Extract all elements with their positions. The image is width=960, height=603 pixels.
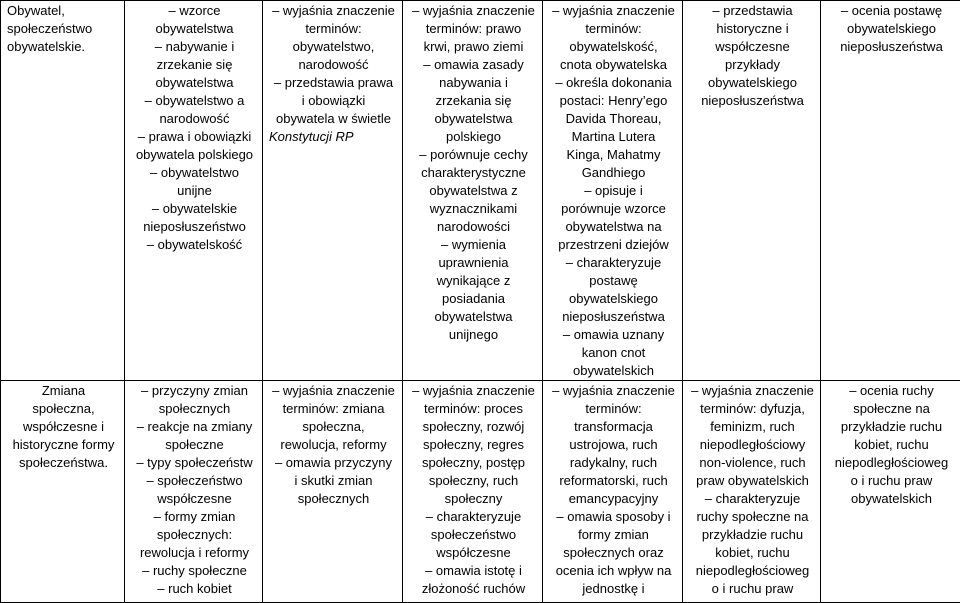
level6-cell: – ocenia postawę obywatelskiego nieposłuszeństwa	[821, 1, 960, 381]
content-cell: – przyczyny zmian społecznych – reakcje na zmiany społeczne – typy społeczeństw – społeczeństwo współczesne – formy zmian społecznych: rewolucja i reformy – ruchy społeczne – ruch kobiet	[125, 381, 263, 603]
level5-cell: – wyjaśnia znaczenie terminów: dyfuzja, feminizm, ruch niepodległościowy non-violence, ruch praw obywatelskich – charakteryzuje ruchy społeczne na przykładzie ruchu kobiet, ruchu niepodległościoweg o i ruchu praw	[683, 381, 821, 603]
table-row	[1, 381, 960, 603]
content-cell: – wzorce obywatelstwa – nabywanie i zrzekanie się obywatelstwa – obywatelstwo a narodowość – prawa i obowiązki obywatela polskiego – obywatelstwo unijne – obywatelskie nieposłuszeństwo – obywatelskość	[125, 1, 263, 381]
level2-cell: – wyjaśnia znaczenie terminów: obywatelstwo, narodowość – przedstawia prawa i obowiązki obywatela w świetle Konstytucji RP	[263, 1, 403, 381]
topic-cell: Obywatel, społeczeństwo obywatelskie.	[1, 1, 125, 381]
level6-cell: – ocenia ruchy społeczne na przykładzie ruchu kobiet, ruchu niepodległościoweg o i ruchu praw obywatelskich	[821, 381, 960, 603]
topic-cell: Zmiana społeczna, współczesne i historyczne formy społeczeństwa.	[1, 381, 125, 603]
table-row	[1, 1, 960, 381]
italic-text: Konstytucji RP	[269, 128, 398, 146]
level4-cell: – wyjaśnia znaczenie terminów: obywatelskość, cnota obywatelska – określa dokonania postaci: Henry’ego Davida Thoreau, Martina Lutera Kinga, Mahatmy Gandhiego – opisuje i porównuje wzorce obywatelstwa na przestrzeni dziejów – charakteryzuje postawę obywatelskiego nieposłuszeństwa – omawia uznany kanon cnot obywatelskich	[543, 1, 683, 381]
level3-cell: – wyjaśnia znaczenie terminów: prawo krwi, prawo ziemi – omawia zasady nabywania i zrzekania się obywatelstwa polskiego – porównuje cechy charakterystyczne obywatelstwa z wyznacznikami narodowości – wymienia uprawnienia wynikające z posiadania obywatelstwa unijnego	[403, 1, 543, 381]
level3-cell: – wyjaśnia znaczenie terminów: proces społeczny, rozwój społeczny, regres społeczny, postęp społeczny, ruch społeczny – charakteryzuje społeczeństwo współczesne – omawia istotę i złożoność ruchów	[403, 381, 543, 603]
level2-cell: – wyjaśnia znaczenie terminów: zmiana społeczna, rewolucja, reformy – omawia przyczyny i skutki zmian społecznych	[263, 381, 403, 603]
level4-cell: – wyjaśnia znaczenie terminów: transformacja ustrojowa, ruch radykalny, ruch reformatorski, ruch emancypacyjny – omawia sposoby i formy zmian społecznych oraz ocenia ich wpływ na jednostkę i	[543, 381, 683, 603]
level5-cell: – przedstawia historyczne i współczesne przykłady obywatelskiego nieposłuszeństwa	[683, 1, 821, 381]
